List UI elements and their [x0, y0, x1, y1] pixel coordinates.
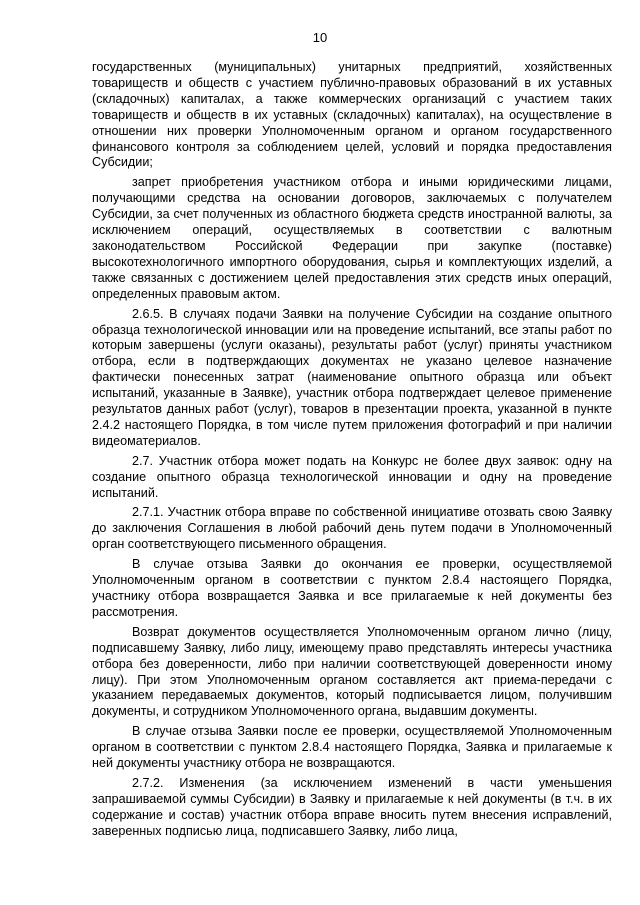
paragraph-withdrawal-before-check: В случае отзыва Заявки до окончания ее проверки, осуществляемой Уполномоченным органом в соответствии с пунктом 2.8.4 настоящего Порядка, участнику отбора возвращается Заявка и все прилагаемые к ней документы без рассмотрения.: [92, 557, 612, 619]
paragraph-document-return: Возврат документов осуществляется Уполномоченным органом лично (лицу, подписавшему Заявку, либо лицу, имеющему право представлять интересы участника отбора без доверенности, либо при наличии соответствующей доверенности иному лицу). При этом Уполномоченным органом составляется акт приема-передачи с указанием передаваемых документов, который подписывается лицом, получившим документы, и сотрудником Уполномоченного органа, выдавшим документы.: [92, 624, 612, 719]
paragraph-continuation: государственных (муниципальных) унитарных предприятий, хозяйственных товариществ и обществ с участием публично-правовых образований в их уставных (складочных) капиталах, а также коммерческих организаций с участием таких товариществ и обществ в их уставных (складочных) капиталах), на осуществление в отношении них проверки Уполномоченным органом и органом государственного финансового контроля за соблюдением целей, условий и порядка предоставления Субсидии;: [92, 60, 612, 170]
document-body: [92, 60, 612, 844]
page-number: 10: [312, 30, 328, 45]
paragraph-2-6-5: 2.6.5. В случаях подачи Заявки на получение Субсидии на создание опытного образца технологической инновации или на проведение испытаний, все этапы работ по которым завершены (услуги оказаны), результаты работ (услуг) приняты участником отбора, если в подтверждающих документах не указано целевое назначение фактически понесенных затрат (наименование опытного образца или объект испытаний, указанные в Заявке), участник отбора подтверждает целевое применение результатов данных работ (услуг), товаров в презентации проекта, указанной в пункте 2.4.2 настоящего Порядка, в том числе путем приложения фотографий и при наличии видеоматериалов.: [92, 306, 612, 448]
paragraph-prohibition: запрет приобретения участником отбора и иными юридическими лицами, получающими средства на основании договоров, заключаемых с получателем Субсидии, за счет полученных из областного бюджета средств иностранной валюты, за исключением операций, осуществляемых в соответствии с валютным законодательством Российской Федерации при закупке (поставке) высокотехнологичного импортного оборудования, сырья и комплектующих изделий, а также связанных с достижением целей предоставления этих средств иных операций, определенных правовым актом.: [92, 175, 612, 301]
paragraph-2-7-2: 2.7.2. Изменения (за исключением изменений в части уменьшения запрашиваемой суммы Субсидии) в Заявку и прилагаемые к ней документы (в т.ч. в их содержание и состав) участник отбора вправе вносить путем внесения исправлений, заверенных подписью лица, подписавшего Заявку, либо лица,: [92, 775, 612, 838]
paragraph-2-7-1: 2.7.1. Участник отбора вправе по собственной инициативе отозвать свою Заявку до заключения Соглашения в любой рабочий день путем подачи в Уполномоченный орган соответствующего письменного обращения.: [92, 505, 612, 552]
paragraph-2-7: 2.7. Участник отбора может подать на Конкурс не более двух заявок: одну на создание опытного образца технологической инновации и одну на проведение испытаний.: [92, 453, 612, 500]
paragraph-withdrawal-after-check: В случае отзыва Заявки после ее проверки, осуществляемой Уполномоченным органом в соответствии с пунктом 2.8.4 настоящего Порядка, Заявка и прилагаемые к ней документы участнику отбора не возвращаются.: [92, 724, 612, 771]
